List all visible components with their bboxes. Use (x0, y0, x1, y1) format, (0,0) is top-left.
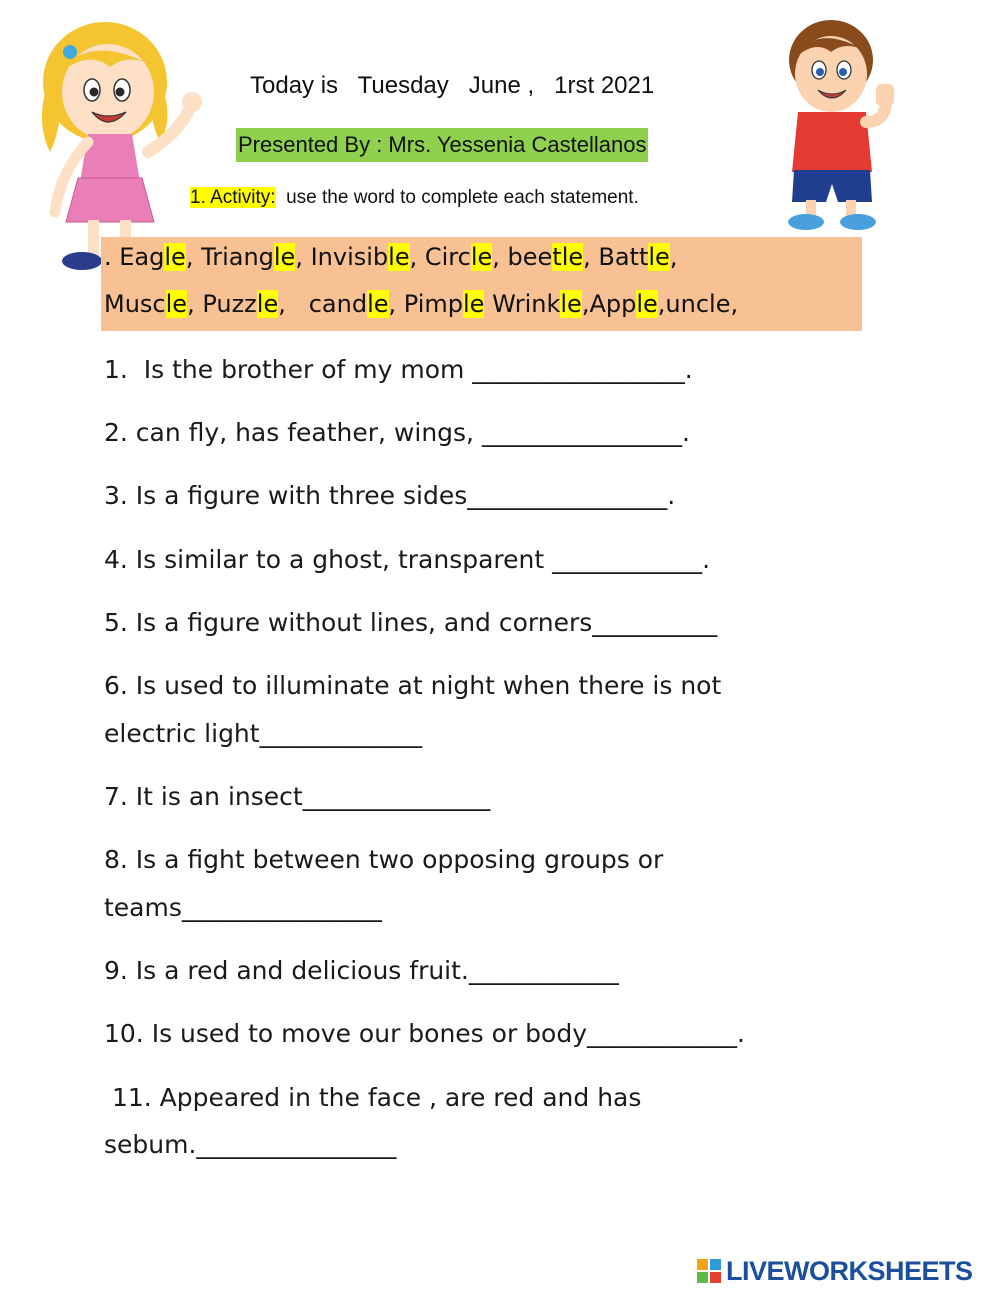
activity-label: 1. Activity: (190, 187, 276, 208)
question-8-line-1: 8. Is a fight between two opposing groups or (104, 845, 664, 874)
activity-instruction: use the word to complete each statement. (275, 187, 639, 208)
highlighted-ending: tle (552, 243, 584, 271)
word-bank-text: , Invisib (295, 243, 389, 271)
brand-name: LIVEWORKSHEETS (726, 1255, 973, 1286)
activity-instruction-line (190, 187, 639, 209)
liveworksheets-logo-icon (696, 1258, 722, 1284)
question-8-line-2[interactable]: teams________________ (104, 893, 382, 922)
word-bank-text: ,App (581, 290, 637, 318)
boy-cartoon-icon (776, 12, 902, 234)
word-bank-text: , cand (278, 290, 368, 318)
word-bank-text: , Circ (409, 243, 471, 271)
highlighted-ending: le (273, 243, 296, 271)
word-bank-text: , Triang (185, 243, 274, 271)
question-6-line-1: 6. Is used to illuminate at night when there is not (104, 671, 722, 700)
question-4[interactable]: 4. Is similar to a ghost, transparent ____________. (104, 545, 711, 574)
question-2[interactable]: 2. can fly, has feather, wings, ________________. (104, 418, 690, 447)
word-bank (101, 237, 862, 331)
word-bank-text: ,uncle, (657, 290, 739, 318)
word-bank-line-2 (104, 290, 738, 318)
question-7[interactable]: 7. It is an insect_______________ (104, 782, 491, 811)
highlighted-ending: le (367, 290, 389, 318)
word-bank-text: , Puzz (187, 290, 257, 318)
highlighted-ending: le (470, 243, 493, 271)
question-10[interactable]: 10. Is used to move our bones or body____________. (104, 1019, 745, 1048)
highlighted-ending: le (165, 290, 188, 318)
highlighted-ending: le (256, 290, 279, 318)
word-bank-text: Wrink (484, 290, 561, 318)
presented-by: Presented By : Mrs. Yessenia Castellanos (236, 128, 648, 162)
word-bank-text: . Eag (104, 243, 165, 271)
question-1[interactable]: 1. Is the brother of my mom _________________. (104, 355, 693, 384)
date-heading: Today is Tuesday June , 1rst 2021 (250, 72, 655, 99)
word-bank-text: , Batt (583, 243, 649, 271)
highlighted-ending: le (164, 243, 186, 271)
highlighted-ending: le (388, 243, 410, 271)
question-6-line-2[interactable]: electric light_____________ (104, 719, 423, 748)
highlighted-ending: le (463, 290, 485, 318)
question-9[interactable]: 9. Is a red and delicious fruit.____________ (104, 956, 619, 985)
highlighted-ending: le (560, 290, 582, 318)
word-bank-text: , Pimp (388, 290, 464, 318)
highlighted-ending: le (636, 290, 658, 318)
liveworksheets-brand[interactable] (696, 1254, 973, 1288)
word-bank-text: , bee (492, 243, 553, 271)
word-bank-text: , (669, 243, 678, 271)
question-11-line-2[interactable]: sebum.________________ (104, 1130, 397, 1159)
highlighted-ending: le (648, 243, 670, 271)
word-bank-line-1 (104, 243, 677, 271)
girl-cartoon-icon (30, 12, 210, 274)
question-5[interactable]: 5. Is a figure without lines, and corners__________ (104, 608, 718, 637)
question-3[interactable]: 3. Is a figure with three sides________________. (104, 481, 676, 510)
question-11-line-1: 11. Appeared in the face , are red and has (104, 1083, 642, 1112)
word-bank-text: Musc (104, 290, 166, 318)
